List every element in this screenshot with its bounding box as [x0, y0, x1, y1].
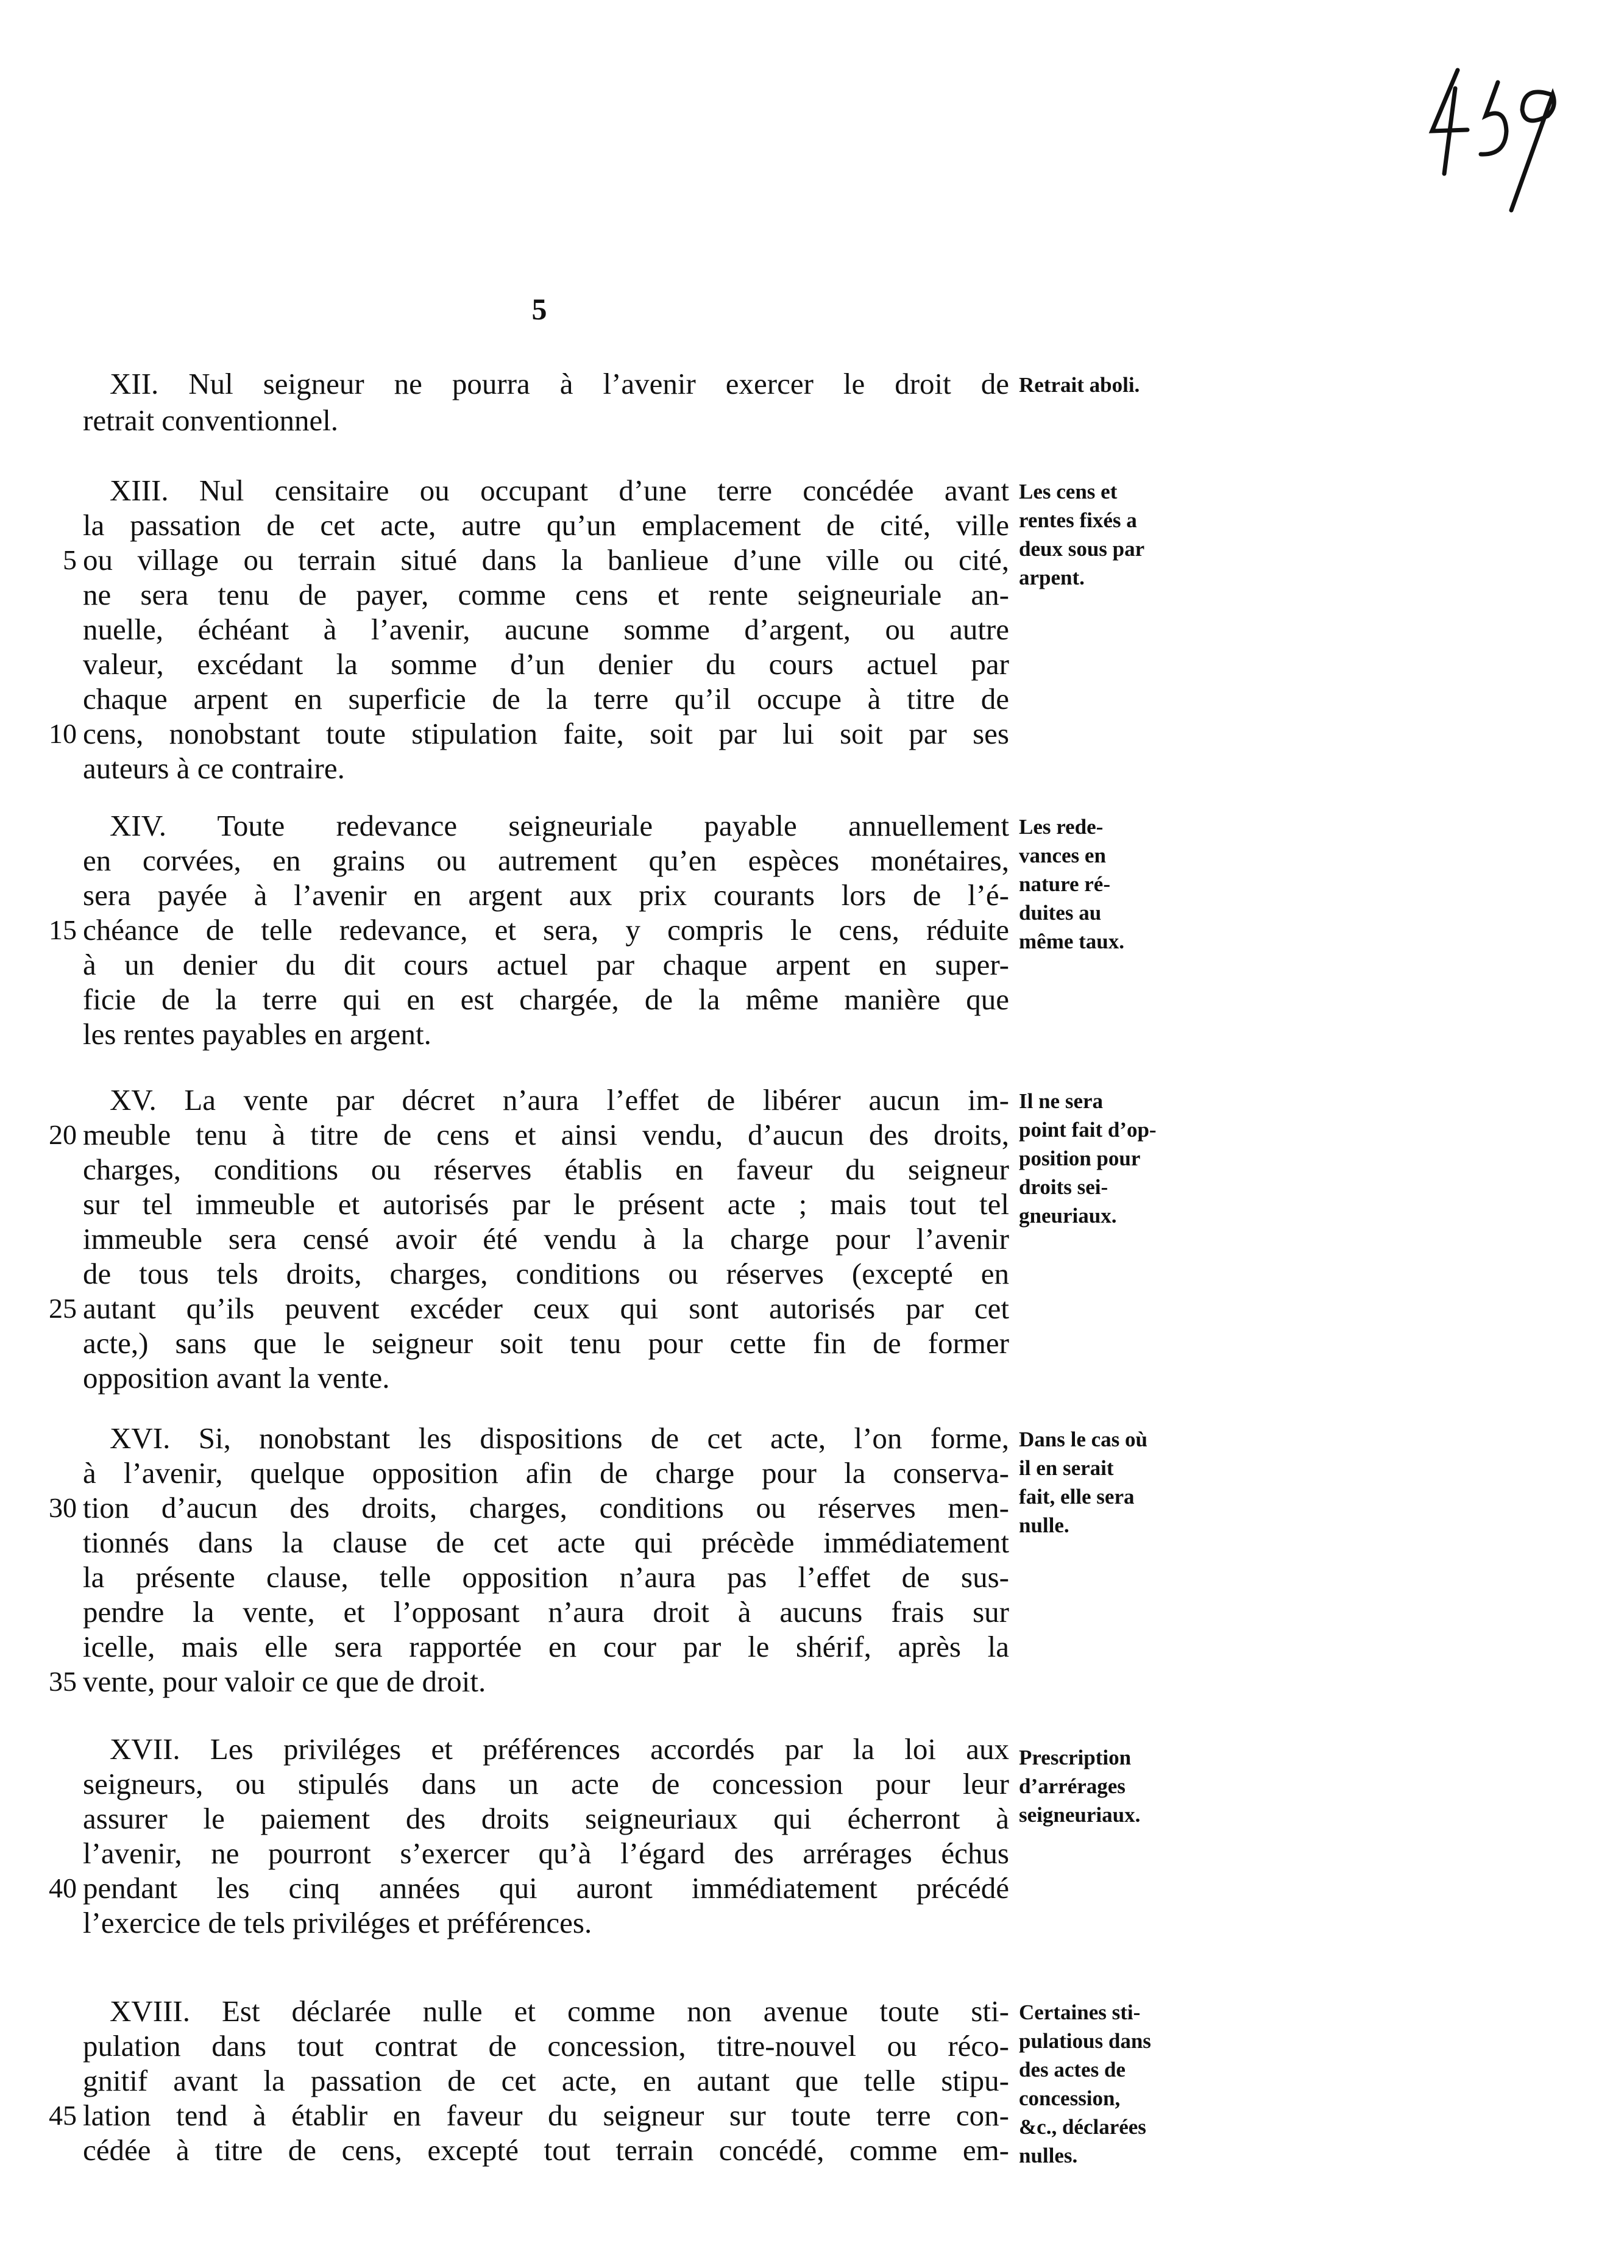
line-number: 45 — [49, 2100, 77, 2131]
margin-note-line: d’arrérages — [1019, 1774, 1126, 1798]
text-line: charges, conditions ou réserves établis en faveur du seigneur — [83, 1153, 1009, 1186]
text-line: pendant les cinq années qui auront immédiatement précédé — [83, 1871, 1009, 1905]
text-line: auteurs à ce contraire. — [83, 752, 345, 785]
margin-note-line: vances en — [1019, 844, 1106, 867]
margin-note-line: point fait d’op- — [1019, 1118, 1157, 1142]
text-line: tion d’aucun des droits, charges, conditions ou réserves men- — [83, 1491, 1009, 1524]
margin-note-line: nature ré- — [1019, 872, 1110, 896]
text-line: en corvées, en grains ou autrement qu’en espèces monétaires, — [83, 844, 1009, 877]
margin-note-line: &c., déclarées — [1019, 2115, 1146, 2139]
margin-note-line: duites au — [1019, 901, 1102, 925]
text-line: à un denier du dit cours actuel par chaque arpent en super- — [83, 948, 1009, 981]
text-line: immeuble sera censé avoir été vendu à la charge pour l’avenir — [83, 1222, 1009, 1256]
text-line: la présente clause, telle opposition n’aura pas l’effet de sus- — [83, 1560, 1009, 1594]
margin-note-line: Prescription — [1019, 1746, 1132, 1769]
margin-note — [1019, 477, 1202, 592]
margin-note — [1019, 371, 1202, 399]
margin-note-line: Dans le cas où — [1019, 1427, 1147, 1451]
text-line: nuelle, échéant à l’avenir, aucune somme d’argent, ou autre — [83, 613, 1009, 646]
line-number: 15 — [49, 914, 77, 945]
text-line: ne sera tenu de payer, comme cens et rente seigneuriale an- — [83, 578, 1009, 611]
text-line: sur tel immeuble et autorisés par le présent acte ; mais tout tel — [83, 1187, 1009, 1221]
margin-note — [1019, 1743, 1202, 1829]
margin-note-line: arpent. — [1019, 566, 1085, 589]
margin-note — [1019, 1998, 1202, 2170]
text-line: valeur, excédant la somme d’un denier du cours actuel par — [83, 647, 1009, 681]
text-line: ou village ou terrain situé dans la banlieue d’une ville ou cité, — [83, 543, 1009, 577]
margin-note-line: même taux. — [1019, 930, 1125, 953]
text-line: meuble tenu à titre de cens et ainsi vendu, d’aucun des droits, — [83, 1118, 1009, 1151]
line-number: 5 — [63, 544, 77, 575]
text-line: l’exercice de tels priviléges et préférences. — [83, 1906, 592, 1939]
text-line: retrait conventionnel. — [83, 403, 339, 437]
text-line: ficie de la terre qui en est chargée, de la même manière que — [83, 983, 1009, 1016]
margin-note-line: Certaines sti- — [1019, 2000, 1141, 2024]
text-line: icelle, mais elle sera rapportée en cour par le shérif, après la — [83, 1630, 1009, 1663]
margin-note-line: nulle. — [1019, 1513, 1069, 1537]
margin-note-line: position pour — [1019, 1146, 1141, 1170]
text-line: XIII. Nul censitaire ou occupant d’une terre concédée avant — [110, 474, 1009, 507]
text-line: seigneurs, ou stipulés dans un acte de concession pour leur — [83, 1767, 1009, 1801]
text-line: XVII. Les priviléges et préférences accordés par la loi aux — [110, 1732, 1009, 1766]
text-line: lation tend à établir en faveur du seigneur sur toute terre con- — [83, 2099, 1009, 2132]
handwritten-folio-459 — [1420, 58, 1566, 222]
text-line: autant qu’ils peuvent excéder ceux qui sont autorisés par cet — [83, 1292, 1009, 1325]
line-number: 35 — [49, 1666, 77, 1697]
margin-note — [1019, 812, 1202, 956]
text-line: cédée à titre de cens, excepté tout terrain concédé, comme em- — [83, 2133, 1009, 2167]
margin-note-line: rentes fixés a — [1019, 508, 1137, 532]
margin-note-line: Les cens et — [1019, 480, 1118, 503]
margin-note — [1019, 1087, 1202, 1230]
margin-note-line: droits sei- — [1019, 1175, 1108, 1199]
text-line: vente, pour valoir ce que de droit. — [83, 1665, 486, 1698]
text-line: pendre la vente, et l’opposant n’aura droit à aucuns frais sur — [83, 1595, 1009, 1629]
margin-note-line: gneuriaux. — [1019, 1204, 1117, 1228]
text-line: les rentes payables en argent. — [83, 1017, 431, 1051]
line-number: 20 — [49, 1119, 77, 1150]
margin-note-line: Il ne sera — [1019, 1089, 1104, 1113]
margin-note-line: des actes de — [1019, 2058, 1126, 2081]
text-line: l’avenir, ne pourront s’exercer qu’à l’égard des arrérages échus — [83, 1836, 1009, 1870]
line-number: 30 — [49, 1492, 77, 1523]
text-line: tionnés dans la clause de cet acte qui précède immédiatement — [83, 1526, 1009, 1559]
margin-note-line: seigneuriaux. — [1019, 1803, 1141, 1827]
margin-note — [1019, 1425, 1202, 1540]
text-line: chéance de telle redevance, et sera, y compris le cens, réduite — [83, 913, 1009, 947]
line-number: 25 — [49, 1293, 77, 1324]
text-line: opposition avant la vente. — [83, 1361, 390, 1395]
margin-note-line: fait, elle sera — [1019, 1485, 1135, 1509]
margin-note-line: il en serait — [1019, 1456, 1114, 1480]
text-line: de tous tels droits, charges, conditions ou réserves (excepté en — [83, 1257, 1009, 1290]
text-line: acte,) sans que le seigneur soit tenu pour cette fin de former — [83, 1326, 1009, 1360]
margin-note-line: pulatious dans — [1019, 2029, 1151, 2053]
page-number: 5 — [531, 292, 547, 326]
folio-number — [1420, 58, 1566, 222]
text-line: pulation dans tout contrat de concession, titre-nouvel ou réco- — [83, 2029, 1009, 2063]
text-line: XIV. Toute redevance seigneuriale payable annuellement — [110, 809, 1009, 842]
text-line: XV. La vente par décret n’aura l’effet de libérer aucun im- — [110, 1083, 1009, 1117]
text-line: sera payée à l’avenir en argent aux prix courants lors de l’é- — [83, 878, 1009, 912]
text-line: XVIII. Est déclarée nulle et comme non avenue toute sti- — [110, 1994, 1009, 2028]
line-number: 10 — [49, 718, 77, 749]
text-line: XVI. Si, nonobstant les dispositions de cet acte, l’on forme, — [110, 1421, 1009, 1455]
line-number: 40 — [49, 1872, 77, 1904]
text-line: assurer le paiement des droits seigneuriaux qui écherront à — [83, 1802, 1009, 1835]
text-line: chaque arpent en superficie de la terre qu’il occupe à titre de — [83, 682, 1009, 716]
text-line: gnitif avant la passation de cet acte, en autant que telle stipu- — [83, 2064, 1009, 2097]
margin-note-line: deux sous par — [1019, 537, 1145, 561]
text-line: cens, nonobstant toute stipulation faite, soit par lui soit par ses — [83, 717, 1009, 750]
margin-note-line: nulles. — [1019, 2144, 1078, 2167]
margin-note-line: Retrait aboli. — [1019, 373, 1140, 397]
margin-note-line: Les rede- — [1019, 815, 1104, 839]
text-line: à l’avenir, quelque opposition afin de charge pour la conserva- — [83, 1456, 1009, 1490]
margin-note-line: concession, — [1019, 2086, 1121, 2110]
text-line: la passation de cet acte, autre qu’un emplacement de cité, ville — [83, 508, 1009, 542]
text-line: XII. Nul seigneur ne pourra à l’avenir exercer le droit de — [110, 367, 1009, 400]
